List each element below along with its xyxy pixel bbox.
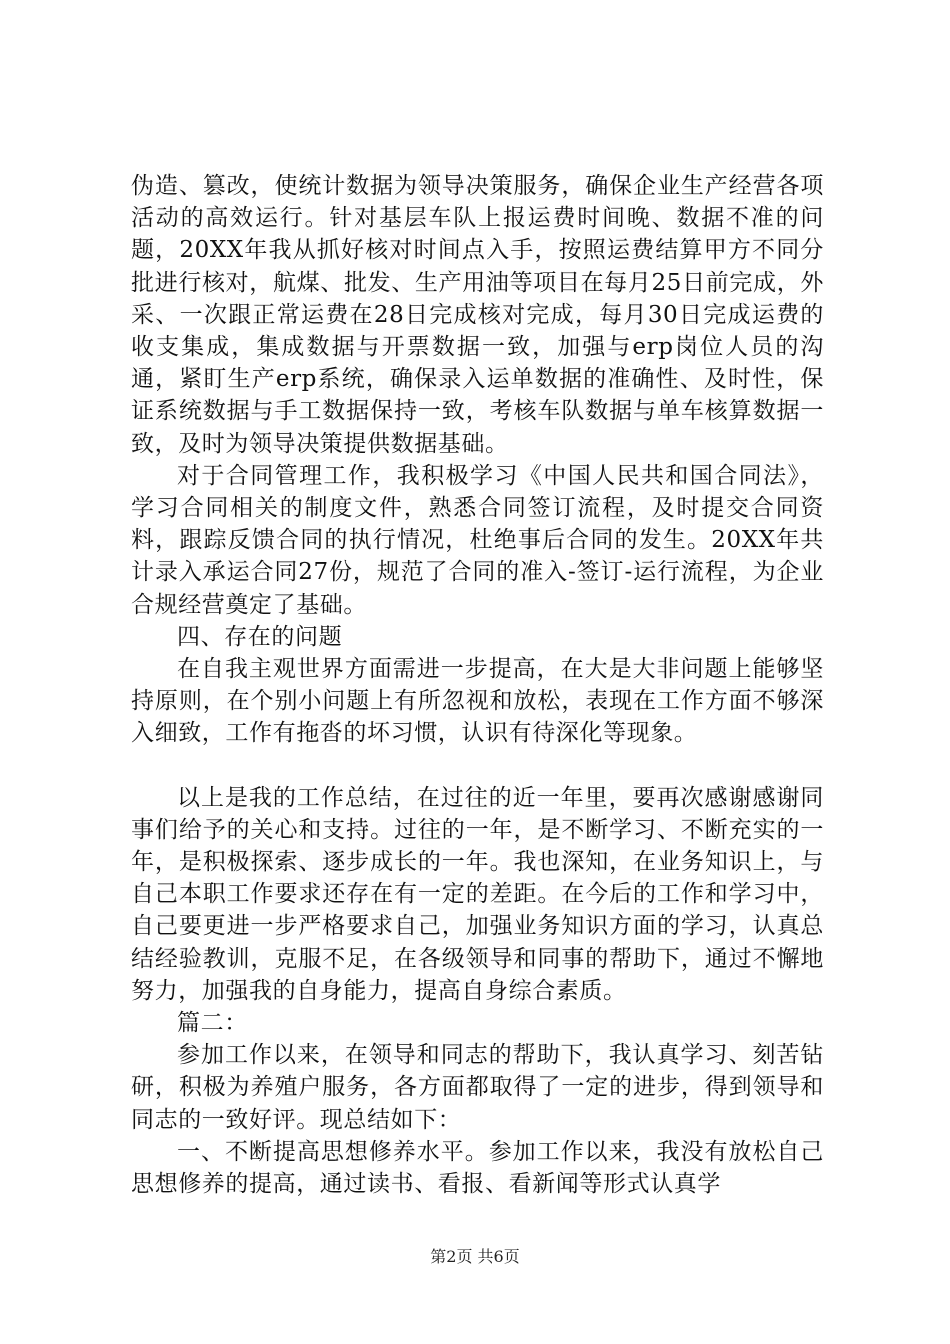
paragraph-1: 伪造、篡改，使统计数据为领导决策服务，确保企业生产经营各项活动的高效运行。针对基层车队上报运费时间晚、数据不准的问题，20XX年我从抓好核对时间点入手，按照运费结算甲方不同分批进行核对，航煤、批发、生产用油等项目在每月25日前完成，外采、一次跟正常运费在28日完成核对完成，每月30日完成运费的收支集成，集成数据与开票数据一致，加强与erp岗位人员的沟通，紧盯生产erp系统，确保录入运单数据的准确性、及时性，保证系统数据与手工数据保持一致，考核车队数据与单车核算数据一致，及时为领导决策提供数据基础。 [131,173,824,457]
section-heading-part-two: 篇二： [177,1010,248,1037]
page-number: 第2页 共6页 [430,1247,520,1266]
blank-line [131,750,824,782]
paragraph-6: 一、不断提高思想修养水平。参加工作以来，我没有放松自己思想修养的提高，通过读书、看报、看新闻等形式认真学 [131,1138,824,1198]
section-heading-problems: 四、存在的问题 [177,623,343,650]
paragraph-2: 对于合同管理工作，我积极学习《中国人民共和国合同法》，学习合同相关的制度文件，熟悉合同签订流程，及时提交合同资料，跟踪反馈合同的执行情况，杜绝事后合同的发生。20XX年共计录入承运合同27份，规范了合同的准入-签订-运行流程，为企业合规经营奠定了基础。 [131,462,824,618]
paragraph-5: 参加工作以来，在领导和同志的帮助下，我认真学习、刻苦钻研，积极为养殖户服务，各方面都取得了一定的进步，得到领导和同志的一致好评。现总结如下： [131,1042,824,1133]
document-body [131,170,824,1200]
paragraph-3: 在自我主观世界方面需进一步提高，在大是大非问题上能够坚持原则，在个别小问题上有所忽视和放松，表现在工作方面不够深入细致，工作有拖沓的坏习惯，认识有待深化等现象。 [131,656,824,747]
paragraph-4: 以上是我的工作总结，在过往的近一年里，要再次感谢感谢同事们给予的关心和支持。过往的一年，是不断学习、不断充实的一年，是积极探索、逐步成长的一年。我也深知，在业务知识上，与自己本职工作要求还存在有一定的差距。在今后的工作和学习中，自己要更进一步严格要求自己，加强业务知识方面的学习，认真总结经验教训，克服不足，在各级领导和同事的帮助下，通过不懈地努力，加强我的自身能力，提高自身综合素质。 [131,784,824,1004]
